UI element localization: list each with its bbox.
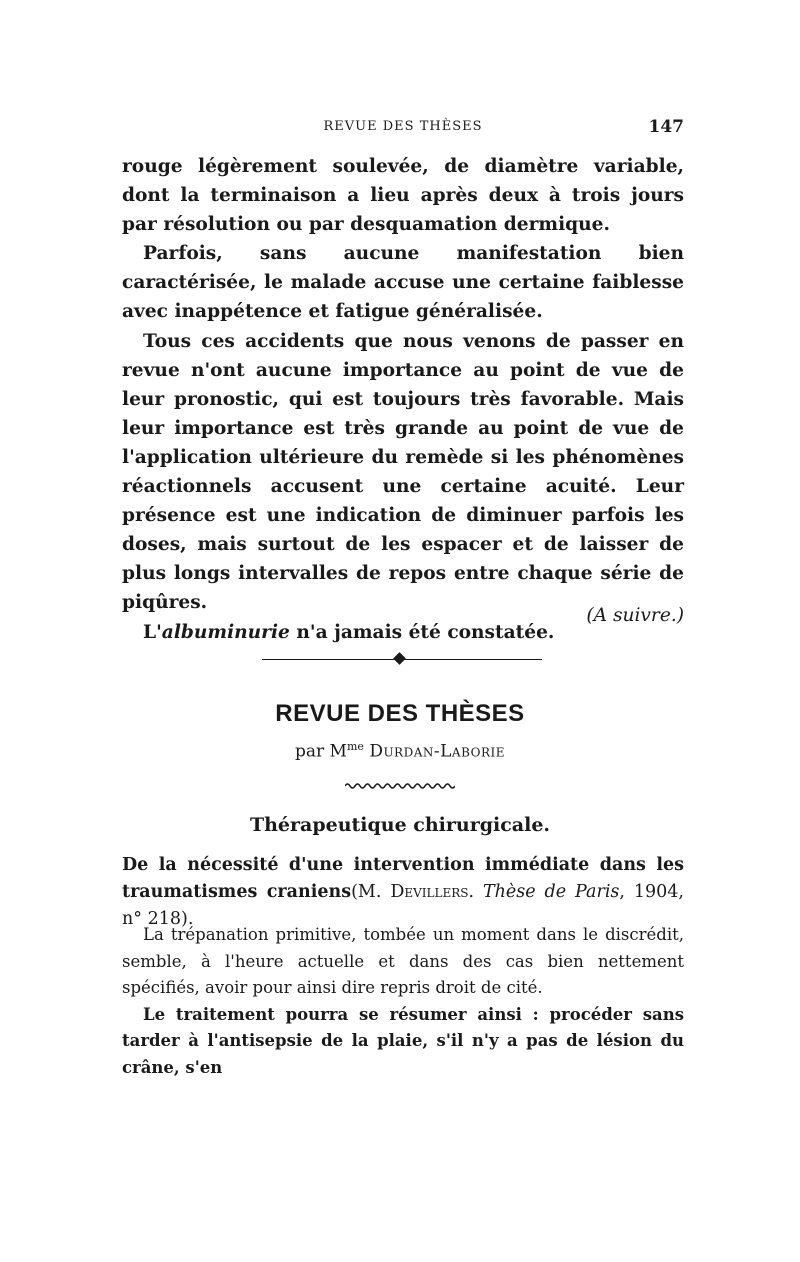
ref-open: (M.: [351, 882, 391, 902]
ref-source: Thèse de Paris: [482, 882, 620, 902]
byline-author: Durdan-Laborie: [369, 741, 505, 762]
divider-diamond-ornament: [393, 652, 406, 665]
article-title: [122, 852, 684, 933]
wavy-ornament: [345, 782, 455, 790]
paragraph-1: rouge légèrement soulevée, de diamètre variable, dont la terminaison a lieu après deux à trois jours par résolution ou par desquamation dermique.: [122, 156, 684, 236]
page-number: 147: [648, 117, 684, 137]
article-paragraph-2: Le traitement pourra se résumer ainsi : procéder sans tarder à l'antisepsie de la plaie, s'il n'y a pas de lésion du crâne, s'en: [122, 1004, 684, 1077]
ref-close: , 1904, n° 218).: [122, 882, 684, 929]
paragraph-4-prefix: L': [143, 621, 162, 643]
byline-prefix: par M: [294, 741, 347, 762]
byline: [0, 740, 800, 762]
article-body: [122, 922, 684, 1081]
running-title: REVUE DES THÈSES: [323, 119, 483, 134]
running-header: [122, 117, 684, 137]
ref-sep: .: [468, 882, 483, 902]
article-paragraph-1: La trépanation primitive, tombée un moment dans le discrédit, semble, à l'heure actuelle et dans des cas bien nettement spécifiés, avoir pour ainsi dire repris droit de cité.: [122, 925, 684, 997]
paragraph-3: Tous ces accidents que nous venons de passer en revue n'ont aucune importance au point de vue de leur pronostic, qui est toujours très favorable. Mais leur importance est très grande au point de vue de l'application ultérieure du remède si les phénomènes réactionnels accusent une certaine acuité. Leur présence est une indication de diminuer parfois les doses, mais surtout de les espacer et de laisser de plus longs intervalles de repos entre chaque série de piqûres.: [122, 330, 684, 614]
to-be-continued: (A suivre.): [586, 605, 684, 626]
paragraph-2: Parfois, sans aucune manifestation bien caractérisée, le malade accuse une certaine faiblesse avec inappétence et fatigue généralisée.: [122, 243, 684, 323]
paragraph-4-rest: n'a jamais été constatée.: [289, 621, 555, 643]
subheading: Thérapeutique chirurgicale.: [249, 814, 551, 836]
section-title: REVUE DES THÈSES: [275, 700, 525, 727]
byline-superscript: me: [346, 740, 364, 753]
continued-article: [122, 152, 684, 647]
ref-author: Devillers: [390, 882, 469, 902]
albuminurie-term: albuminurie: [161, 621, 290, 643]
article-title-text: De la nécessité d'une intervention immédiate dans les traumatismes craniens: [122, 855, 684, 902]
